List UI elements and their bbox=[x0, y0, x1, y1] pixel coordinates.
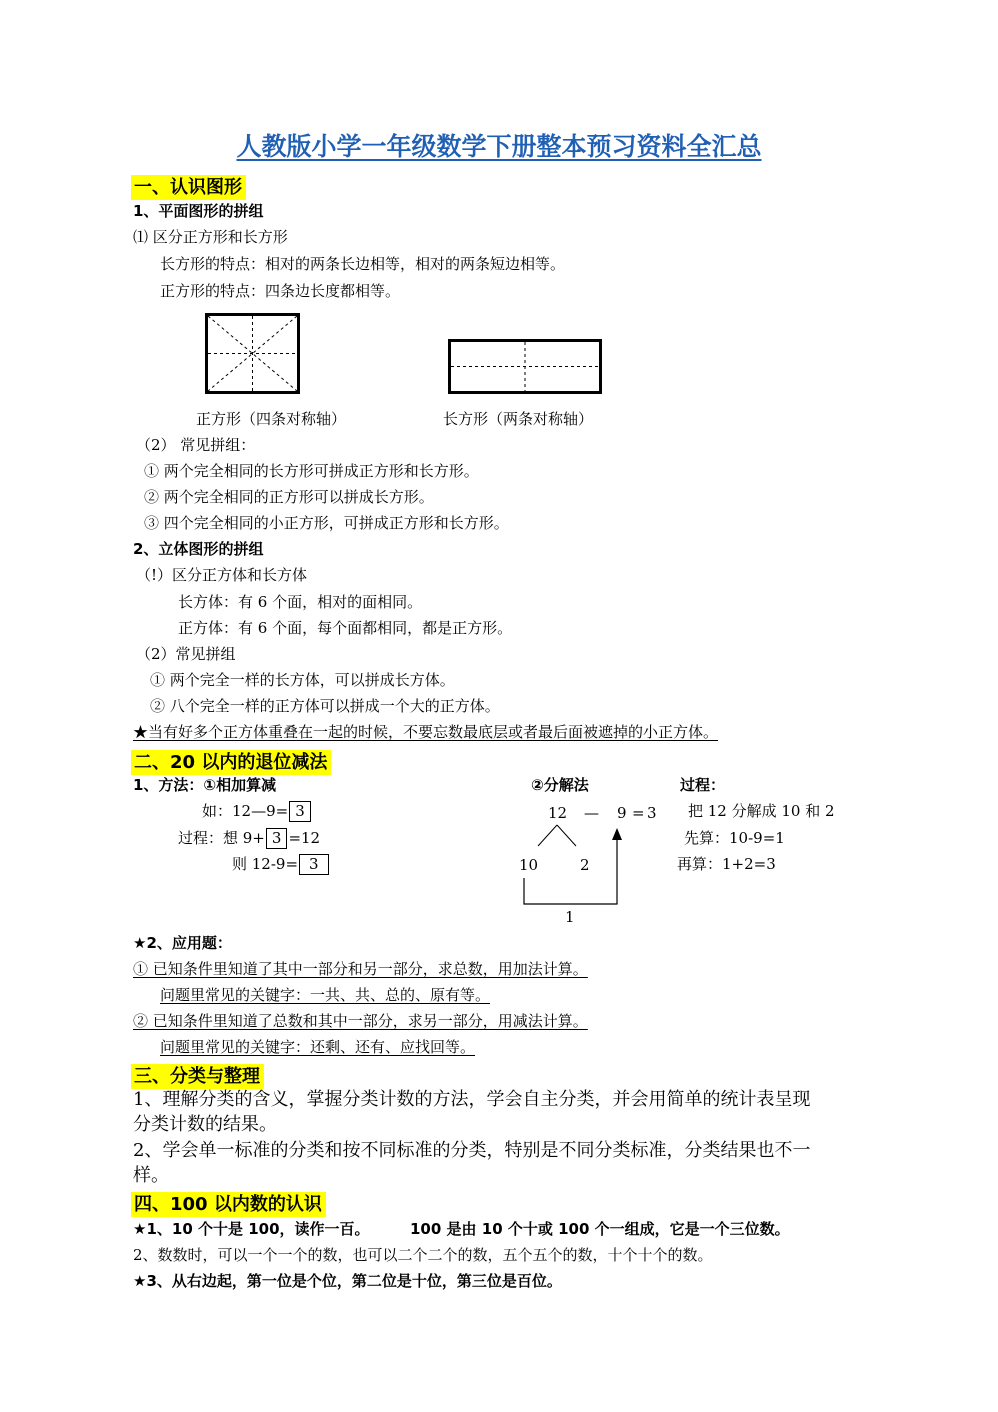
part-two: 2 bbox=[580, 856, 590, 874]
combo-item-3d: ② 八个完全一样的正方体可以拼成一个大的正方体。 bbox=[150, 697, 500, 715]
combo-item-3d: ① 两个完全一样的长方体，可以拼成长方体。 bbox=[150, 671, 455, 689]
minus-sign: — bbox=[584, 804, 599, 822]
point-distinguish-square-rect: ⑴ 区分正方形和长方形 bbox=[133, 228, 288, 246]
square-caption: 正方形（四条对称轴） bbox=[196, 410, 347, 428]
application-rule: ② 已知条件里知道了总数和其中一部分，求另一部分，用减法计算。 bbox=[133, 1012, 588, 1030]
square-symmetry-figure bbox=[205, 313, 301, 395]
point-common-combos: （2） 常见拼组： bbox=[136, 436, 256, 454]
subheading-plane-shapes: 1、平面图形的拼组 bbox=[133, 202, 264, 220]
application-label: ★2、应用题： bbox=[133, 934, 232, 952]
combo-item: ② 两个完全相同的正方形可以拼成长方形。 bbox=[144, 488, 434, 506]
result: 3 bbox=[647, 804, 657, 822]
cuboid-feature: 长方体：有 6 个面，相对的面相同。 bbox=[178, 593, 423, 611]
decomposition-diagram bbox=[510, 800, 657, 930]
subtrahend: 9 bbox=[617, 804, 627, 822]
application-keywords: 问题里常见的关键字：还剩、还有、应找回等。 bbox=[160, 1038, 476, 1056]
part-ten: 10 bbox=[519, 856, 539, 874]
application-rule: ① 已知条件里知道了其中一部分和另一部分，求总数，用加法计算。 bbox=[133, 960, 588, 978]
section-heading-subtraction: 二、20 以内的退位减法 bbox=[131, 750, 331, 775]
rect-feature: 长方形的特点：相对的两条长边相等，相对的两条短边相等。 bbox=[160, 255, 566, 273]
counting-tip: 2、数数时，可以一个一个的数，也可以二个二个的数，五个五个的数，十个十个的数。 bbox=[133, 1246, 713, 1264]
process-label: 过程： bbox=[680, 776, 726, 794]
example-prefix: 如：12—9= bbox=[202, 802, 289, 820]
section-heading-classification: 三、分类与整理 bbox=[131, 1064, 264, 1089]
then-line bbox=[232, 857, 330, 872]
answer-box: 3 bbox=[299, 854, 329, 875]
minuend: 12 bbox=[548, 804, 568, 822]
process-prefix: 过程：想 9+ bbox=[178, 829, 265, 847]
process-suffix: =12 bbox=[288, 829, 321, 847]
section-heading-shapes: 一、认识图形 bbox=[131, 175, 246, 200]
equals-sign: = bbox=[632, 804, 645, 822]
part-one: 1 bbox=[565, 908, 575, 926]
application-keywords: 问题里常见的关键字：一共、共、总的、原有等。 bbox=[160, 986, 491, 1004]
answer-box: 3 bbox=[266, 828, 288, 849]
decompose-step: 把 12 分解成 10 和 2 bbox=[688, 802, 835, 820]
classification-text: 2、学会单一标准的分类和按不同标准的分类，特别是不同分类标准，分类结果也不一 bbox=[133, 1140, 811, 1161]
point-common-combos-3d: （2）常见拼组 bbox=[136, 645, 236, 663]
square-feature: 正方形的特点：四条边长度都相等。 bbox=[160, 282, 401, 300]
method-label: 1、方法：①相加算减 bbox=[133, 776, 277, 794]
cube-feature: 正方体：有 6 个面，每个面都相同，都是正方形。 bbox=[178, 619, 513, 637]
number-fact: 100 是由 10 个十或 100 个一组成，它是一个三位数。 bbox=[410, 1220, 790, 1238]
answer-box: 3 bbox=[289, 801, 311, 822]
process-line bbox=[178, 831, 320, 846]
place-value-fact: ★3、从右边起，第一位是个位，第二位是十位，第三位是百位。 bbox=[133, 1272, 562, 1290]
then-prefix: 则 12-9= bbox=[232, 855, 299, 873]
rectangle-caption: 长方形（两条对称轴） bbox=[443, 410, 594, 428]
subheading-solid-shapes: 2、立体图形的拼组 bbox=[133, 540, 264, 558]
example-line bbox=[202, 804, 312, 819]
first-step: 先算：10-9=1 bbox=[684, 829, 785, 847]
classification-text: 样。 bbox=[133, 1165, 169, 1186]
method2-label: ②分解法 bbox=[531, 776, 589, 794]
point-distinguish-cube-cuboid: （!）区分正方体和长方体 bbox=[136, 566, 308, 584]
combo-item: ③ 四个完全相同的小正方形，可拼成正方形和长方形。 bbox=[144, 514, 509, 532]
number-fact: ★1、10 个十是 100，读作一百。 bbox=[133, 1220, 370, 1238]
page-title: 人教版小学一年级数学下册整本预习资料全汇总 bbox=[236, 132, 762, 161]
star-note: ★当有好多个正方体重叠在一起的时候，不要忘数最底层或者最后面被遮掉的小正方体。 bbox=[133, 723, 719, 741]
classification-text: 1、理解分类的含义，掌握分类计数的方法，学会自主分类，并会用简单的统计表呈现 bbox=[133, 1089, 811, 1110]
classification-text: 分类计数的结果。 bbox=[133, 1114, 277, 1135]
combo-item: ① 两个完全相同的长方形可拼成正方形和长方形。 bbox=[144, 462, 479, 480]
second-step: 再算：1+2=3 bbox=[677, 855, 776, 873]
section-heading-numbers: 四、100 以内数的认识 bbox=[131, 1192, 326, 1217]
rectangle-symmetry-figure bbox=[448, 339, 603, 394]
